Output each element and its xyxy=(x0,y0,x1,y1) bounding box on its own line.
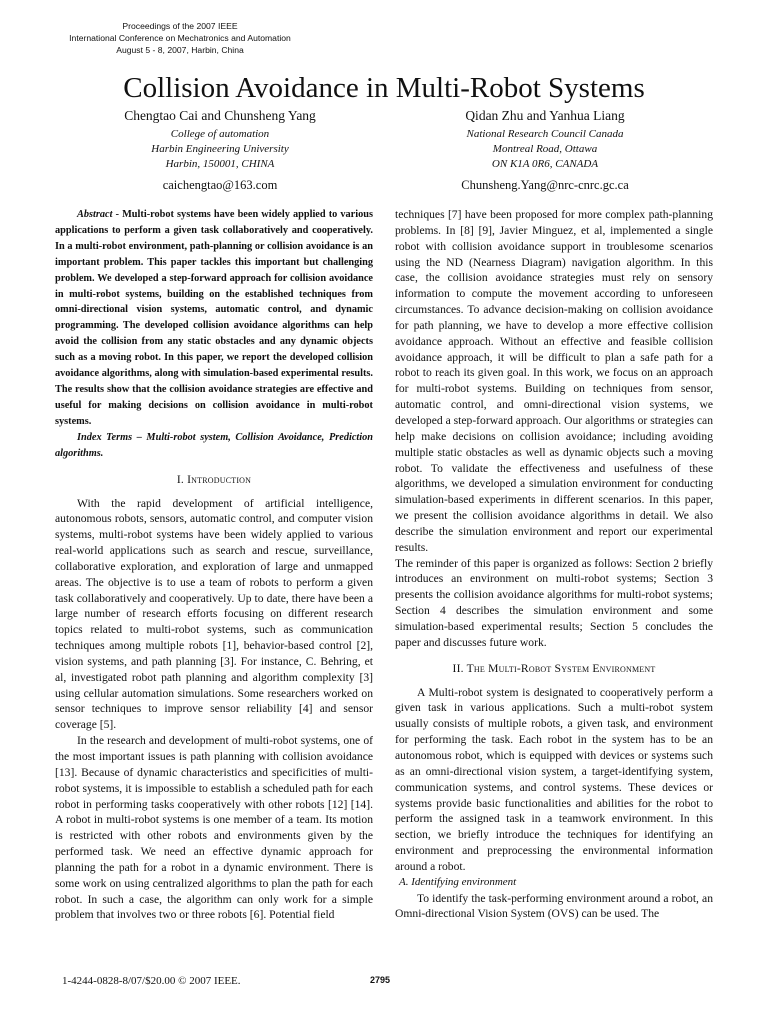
section-heading-environment: II. The Multi-Robot System Environment xyxy=(452,661,656,675)
right-paragraph-2: The reminder of this paper is organized as follows: Section 2 briefly introduces an environment on multi-robot systems; Section 3 presents the collision avoidance algorithms for multi-robot systems; Section 4 describes the simulation environment and some simulation-based experimental results; Section 5 concludes the paper and discusses future work. xyxy=(395,556,713,649)
right-paragraph-1: techniques [7] have been proposed for more complex path-planning problems. In [8] [9], Javier Minguez, et al, implemented a single robot with collision avoidance support in troublesome scenarios using the ND (Nearness Diagram) navigation algorithm. In this case, the collision avoidance strategies must rely on sensory information to compute the movement according to unforeseen circumstances. To advance decision-making on collision avoidance for path planning, we have to develop a more effective collision avoidance approach. Without an effective and feasible collision avoidance approach, it will be difficult to plan a safe path for a robot to reach its given goal. In this work, we focus on an approach for multi-robot systems. Building on techniques from sensor, automatic control, and omni-directional vision systems, we developed a step-forward approach. Our algorithms or strategies can help make decisions on collision avoidance; including avoiding multiple static obstacles as well as dynamic objects such a moving robot. To validate the effectiveness and usefulness of these algorithms, we developed a simulation environment for conducting simulation-based experiments in different scenarios. In this paper, we present the collision avoidance algorithms in detail. We also describe the simulation environment and report our experimental results. xyxy=(395,208,713,554)
proceedings-header xyxy=(60,20,300,56)
abstract-label: Abstract - xyxy=(77,209,123,220)
subsection-heading-identifying-environment: A. Identifying environment xyxy=(399,875,517,888)
author-names-left: Chengtao Cai and Chunsheng Yang xyxy=(124,108,316,123)
section-heading-introduction: I. Introduction xyxy=(176,472,252,486)
left-column xyxy=(55,207,373,923)
affiliation-left-2: Harbin Engineering University xyxy=(151,143,289,155)
intro-paragraph-2: In the research and development of multi-robot systems, one of the most important issues is path planning with collision avoidance [13]. Because of dynamic characteristics and specificities of multi-robot systems, it is impossible to establish a scheduled path for each robot in performing tasks cooperatively with other robots [12] [14]. A robot in multi-robot systems is one member of a team. Its motion is restricted with other robots and environments given by the performed task. We need an effective dynamic approach for planning the path for a robot in a dynamic environment. There is some work on using centralized algorithms to plan the path for each robot. In such a case, the algorithm can only work for a simple problem that involves two or three robots [6]. Potential field xyxy=(55,734,373,922)
index-terms: Index Terms – Multi-robot system, Collision Avoidance, Prediction algorithms. xyxy=(55,431,373,459)
proceedings-line-1: Proceedings of the 2007 IEEE xyxy=(122,21,238,31)
affiliation-right-1: National Research Council Canada xyxy=(466,128,624,140)
affiliation-right-2: Montreal Road, Ottawa xyxy=(492,143,598,155)
affiliation-right-3: ON K1A 0R6, CANADA xyxy=(491,158,599,170)
author-email-right: Chunsheng.Yang@nrc-cnrc.gc.ca xyxy=(461,178,629,192)
paper-title: Collision Avoidance in Multi-Robot Systems xyxy=(123,72,645,104)
abstract-text: Multi-robot systems have been widely applied to various applications to perform a given task collaboratively and cooperatively. In a multi-robot environment, path-planning or collision avoidance is an important problem. This paper tackles this important but challenging problem. We developed a step-forward approach for collision avoidance in multi-robot systems, building on the established techniques from omni-directional vision systems, automatic control, and dynamic programming. The developed collision avoidance algorithms can help avoid the collision from any static obstacles and any dynamic objects such as a moving robot. In this paper, we report the developed collision avoidance algorithms, along with simulation-based experimental results. The results show that the collision avoidance strategies are effective and useful for making decisions on collision avoidance in multi-robot systems. xyxy=(55,209,373,427)
intro-paragraph-1: With the rapid development of artificial intelligence, autonomous robots, sensors, automatic control, and computer vision systems, multi-robot systems have been widely applied to various real-world applications such as search and rescue, surveillance, collaborative exploration, and exploration of large and unmapped areas. The objective is to use a team of robots to perform a given task collaboratively and cooperatively. Up to date, there have been a large number of research efforts focusing on different research topics related to multi-robot systems, such as communication techniques among multiple robots [1], behavior-based control [2], vision systems, and path planning [3]. For instance, C. Behring, et al, investigated robot path planning and algorithm complexity [3] using cellular automation simulations. Some researchers worked on sensor techniques to improve sensor reliability [4] and sensor coverage [5]. xyxy=(55,496,373,732)
footer-copyright: 1-4244-0828-8/07/$20.00 © 2007 IEEE. xyxy=(62,975,241,987)
affiliation-left-1: College of automation xyxy=(170,128,270,140)
proceedings-line-2: International Conference on Mechatronics and Automation xyxy=(69,33,291,43)
affiliation-left-3: Harbin, 150001, CHINA xyxy=(165,158,275,170)
page-number: 2795 xyxy=(370,975,391,985)
author-names-right: Qidan Zhu and Yanhua Liang xyxy=(465,108,625,123)
abstract xyxy=(55,207,373,430)
proceedings-line-3: August 5 - 8, 2007, Harbin, China xyxy=(116,45,244,55)
section2-paragraph-1: A Multi-robot system is designated to cooperatively perform a given task in various applications. Such a multi-robot system usually consists of multiple robots, a given task, and environment for performing the task. Each robot in the system has to be an autonomous robot, which is equipped with devices or systems such as an omni-directional vision system, a target-identifying system, communication systems, and control systems. These devices or systems provide basic functionalities and abilities for the robot to perform the assigned task in a teamwork environment. In this section, we briefly introduce the techniques for identifying an environment and preprocessing the environmental information around a robot. xyxy=(395,685,713,873)
author-block-right xyxy=(420,107,670,194)
author-email-left: caichengtao@163.com xyxy=(162,178,278,192)
subsection-a-paragraph-1: To identify the task-performing environment around a robot, an Omni-directional Vision System (OVS) can be used. The xyxy=(395,891,713,921)
author-block-left xyxy=(95,107,345,194)
right-column xyxy=(395,207,713,922)
